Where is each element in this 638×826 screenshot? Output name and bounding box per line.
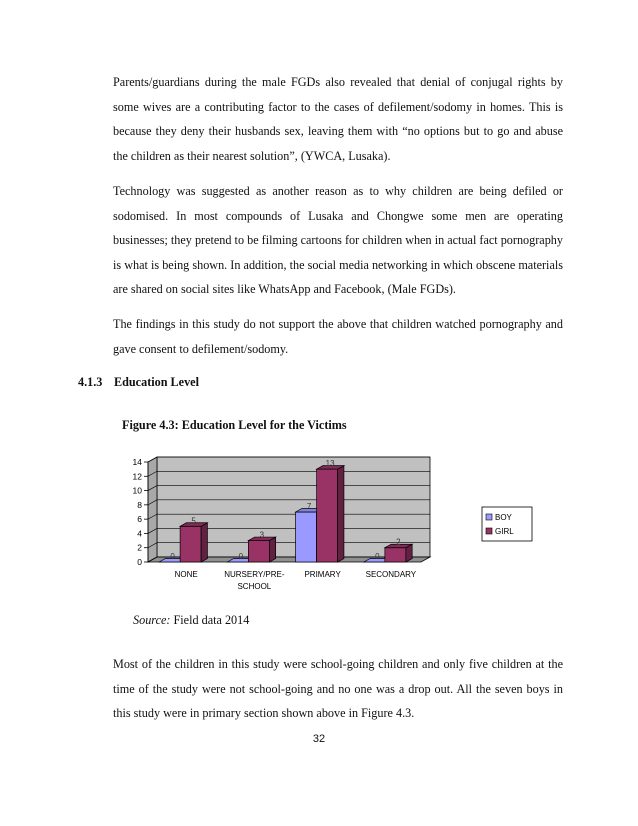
bar-boy-3 — [296, 512, 317, 562]
chart-side-wall — [148, 457, 157, 562]
x-tick-label: SECONDARY — [365, 570, 417, 579]
legend-swatch-boy — [486, 514, 492, 520]
bar-girl-3-side — [338, 466, 344, 562]
y-tick-label: 8 — [137, 499, 142, 510]
bar-girl-3 — [317, 469, 338, 562]
section-title: Education Level — [114, 375, 199, 389]
data-label-boy-1: 0 — [170, 552, 175, 561]
data-label-girl-4: 2 — [396, 537, 401, 547]
bar-girl-1 — [180, 526, 201, 562]
y-tick-label: 2 — [137, 542, 142, 553]
bar-girl-4 — [385, 548, 406, 562]
figure-source — [133, 613, 249, 628]
data-label-boy-2: 0 — [238, 552, 244, 561]
y-tick-label: 6 — [137, 514, 142, 525]
source-label: Source: — [133, 613, 171, 627]
paragraph-findings: The findings in this study do not support the above that children watched pornography and gave consent to defilement/sodomy. — [113, 317, 563, 356]
paragraph-conjugal-rights: Parents/guardians during the male FGDs also revealed that denial of conjugal rights by some wives are a contributing factor to the cases of defilement/sodomy in homes. This is because they deny their husbands sex, leaving them with “no options but to go and abuse the children as their nearest solution”, (YWCA, Lusaka). — [113, 75, 563, 163]
page-number: 32 — [312, 733, 326, 745]
x-tick-label: NONE — [174, 570, 198, 579]
y-tick-label: 10 — [132, 485, 142, 496]
data-label-boy-4: 0 — [375, 552, 380, 561]
x-tick-label: PRIMARY — [304, 570, 341, 579]
legend-label-boy: BOY — [495, 513, 512, 522]
figure-title: Figure 4.3: Education Level for the Victims — [122, 418, 347, 432]
x-tick-label: NURSERY/PRE-SCHOOL — [224, 570, 285, 591]
bar-girl-2-side — [269, 537, 275, 562]
source-text: Field data 2014 — [170, 613, 250, 627]
y-tick-label: 0 — [137, 557, 142, 567]
section-number: 4.1.3 — [78, 375, 103, 389]
y-tick-label: 14 — [132, 457, 142, 467]
data-label-boy-3: 7 — [306, 502, 312, 511]
data-label-girl-3: 13 — [325, 459, 335, 469]
paragraph-technology: Technology was suggested as another reason as to why children are being defiled or sodomised. In most compounds of Lusaka and Chongwe some men are operating businesses; they pretend to be filming cartoons for children when in actual fact pornography is what is being shown. In addition, the social media networking in which obscene materials are shared on social sites like WhatsApp and Facebook, (Male FGDs). — [113, 184, 563, 297]
legend-swatch-girl — [486, 528, 492, 534]
paragraph-school-going: Most of the children in this study were school-going children and only five children at the time of the study were not school-going and no one was a drop out. All the seven boys in this study were in primary section shown above in Figure 4.3. — [113, 657, 563, 721]
legend-label-girl: GIRL — [495, 527, 514, 536]
bar-girl-2 — [248, 541, 269, 562]
data-label-girl-1: 5 — [191, 516, 196, 526]
y-tick-label: 12 — [132, 471, 142, 482]
bar-girl-1-side — [201, 523, 207, 562]
y-tick-label: 4 — [137, 528, 142, 539]
data-label-girl-2: 3 — [259, 530, 265, 540]
